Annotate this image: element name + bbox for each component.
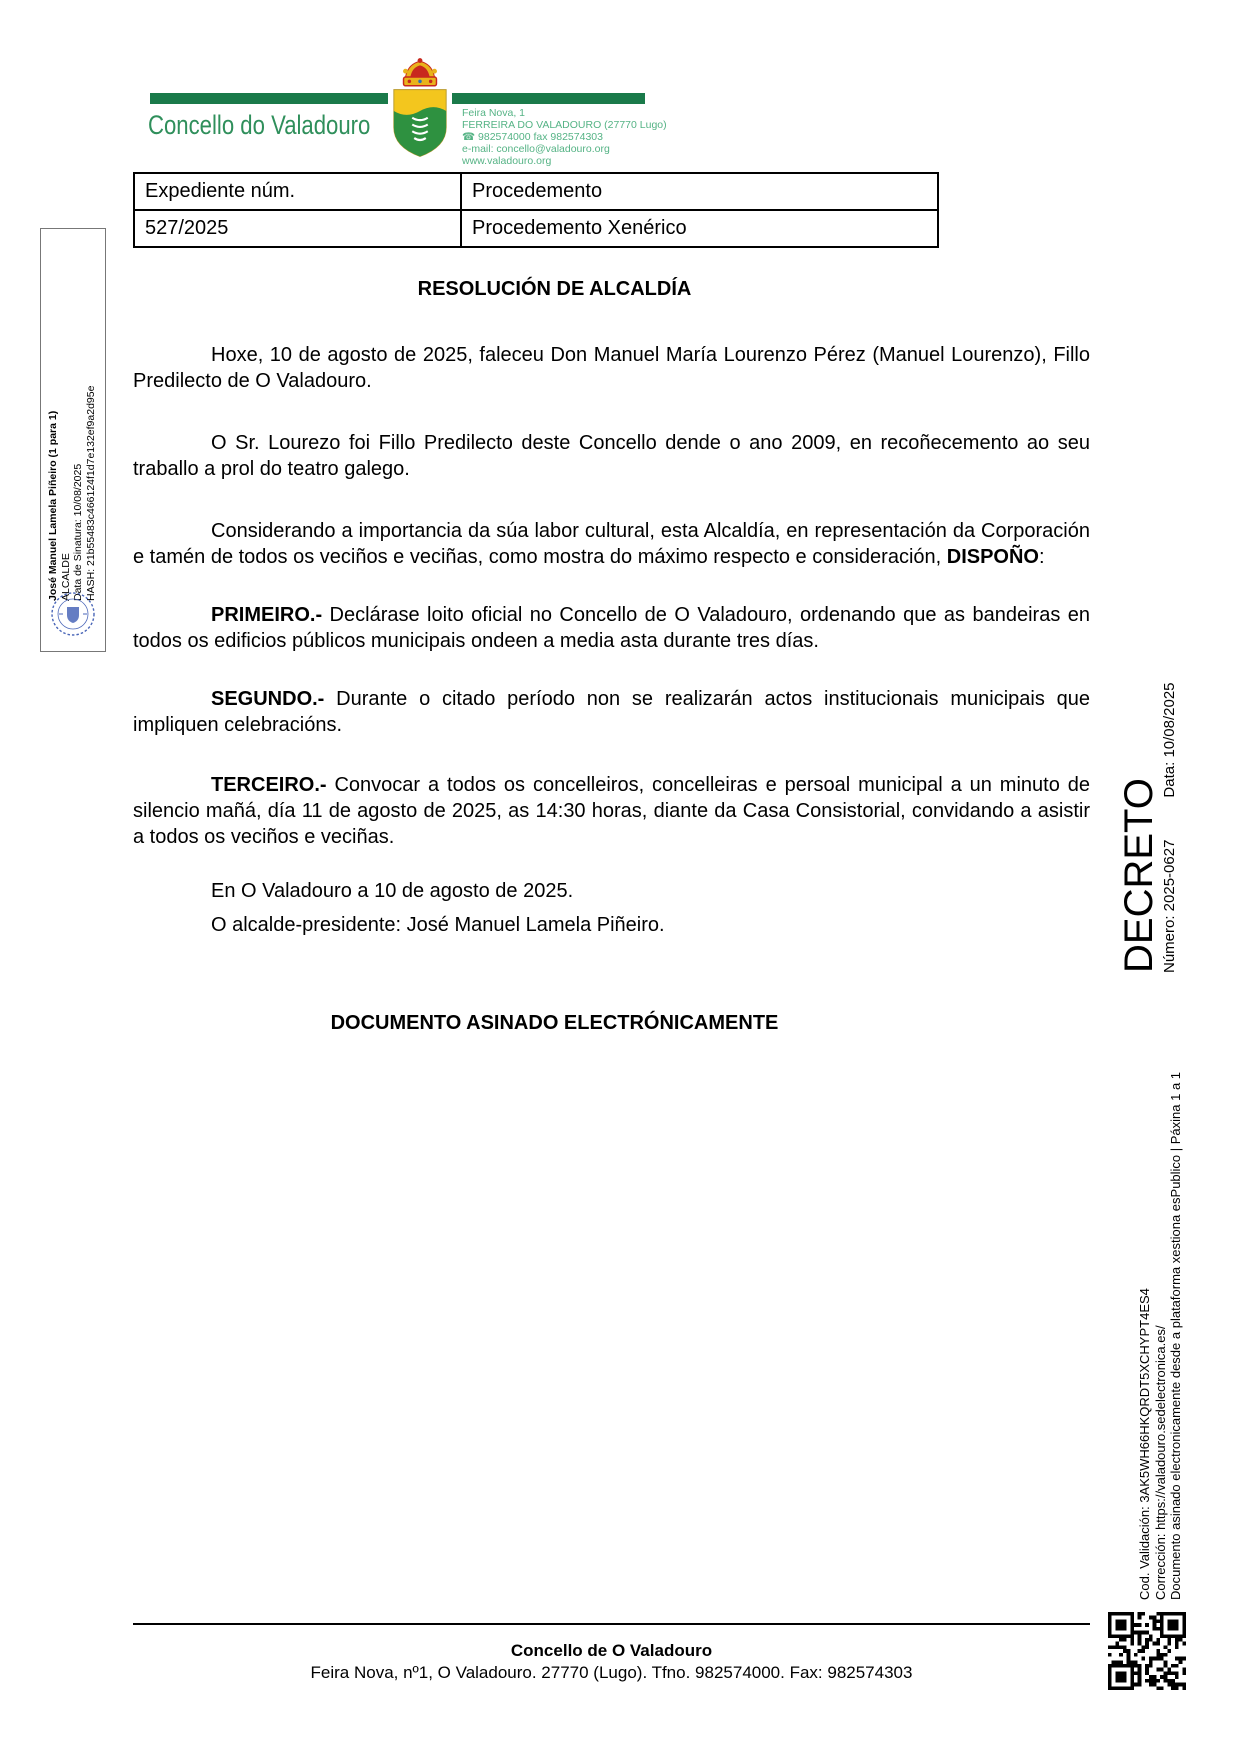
paragraph-background: O Sr. Lourezo foi Fillo Predilecto deste Concello dende o ano 2009, en recoñecemento ao seu traballo a prol do teatro galego.: [133, 432, 1090, 480]
signature-hash: HASH: 21b55483c466124f1d7e132ef9a2d95e: [84, 385, 97, 601]
footer: [133, 1640, 1090, 1684]
expediente-table: [133, 172, 939, 248]
paragraph-mayor: O alcalde-presidente: José Manuel Lamela Piñeiro.: [211, 914, 665, 936]
table-header-row: [134, 173, 938, 210]
decree-date: Data: 10/08/2025: [1161, 682, 1178, 798]
municipality-logo-text: Concello do Valadouro: [148, 110, 371, 140]
contact-city: FERREIRA DO VALADOURO (27770 Lugo): [462, 119, 667, 131]
coat-of-arms-icon: [389, 56, 451, 162]
contact-phone-line: [462, 131, 667, 143]
procedemento-value-cell: Procedemento Xenérico: [461, 210, 938, 247]
document-body: [133, 268, 1090, 1036]
paragraph-terceiro: TERCEIRO.- Convocar a todos os concelleiros, concelleiras e persoal municipal a un minuto de silencio mañá, día 11 de agosto de 2025, as 14:30 horas, diante da Casa Consistorial, convidando a asistir a todos os veciños e veciñas.: [133, 774, 1090, 848]
procedemento-header-cell: Procedemento: [461, 173, 938, 210]
contact-phone: 982574000 fax 982574303: [478, 131, 603, 143]
contact-email: e-mail: concello@valadouro.org: [462, 143, 610, 155]
decree-margin-block: [1118, 641, 1182, 973]
qr-code: [1108, 1612, 1186, 1690]
header-contact-block: [462, 107, 667, 167]
dispono-keyword: DISPOÑO: [946, 546, 1039, 568]
table-value-row: [134, 210, 938, 247]
decree-details: [1162, 641, 1178, 973]
resolution-title: RESOLUCIÓN DE ALCALDÍA: [417, 278, 692, 300]
validation-margin-block: [1137, 980, 1185, 1600]
expediente-value-cell: 527/2025: [134, 210, 461, 247]
footer-divider: [133, 1623, 1090, 1625]
paragraph-place-date: En O Valadouro a 10 de agosto de 2025.: [211, 880, 574, 902]
footer-address: Feira Nova, nº1, O Valadouro. 27770 (Lugo). Tfno. 982574000. Fax: 982574303: [310, 1663, 913, 1682]
validation-url: Corrección: https://valadouro.sedelectronica.es/: [1152, 1325, 1168, 1600]
contact-street: Feira Nova, 1: [462, 107, 526, 119]
signature-info: [47, 341, 99, 601]
paragraph-primeiro: PRIMEIRO.- Declárase loito oficial no Concello de O Valadouro, ordenando que as bandeiras en todos os edificios públicos municipais ondeen a media asta durante tres días.: [133, 604, 1090, 652]
phone-icon: ☎: [462, 131, 476, 143]
expediente-header-cell: Expediente núm.: [134, 173, 461, 210]
header-bar-right: [452, 93, 645, 104]
validation-code: Cod. Validación: 3AK5WH66HKQRDT5XCHYPT4ES4: [1137, 1288, 1152, 1600]
decree-number: Número: 2025-0627: [1161, 839, 1178, 973]
footer-municipality-name: Concello de O Valadouro: [510, 1641, 713, 1660]
paragraph-intro: Hoxe, 10 de agosto de 2025, faleceu Don Manuel María Lourenzo Pérez (Manuel Lourenzo), Fillo Predilecto de O Valadouro.: [133, 344, 1090, 392]
paragraph-segundo: SEGUNDO.- Durante o citado período non se realizarán actos institucionais municipais que impliquen celebracións.: [133, 688, 1090, 736]
signature-date: Data de Sinatura: 10/08/2025: [72, 463, 84, 601]
decree-label: DECRETO: [1117, 778, 1161, 973]
segundo-lead: SEGUNDO.-: [211, 688, 325, 710]
terceiro-lead: TERCEIRO.-: [211, 774, 327, 796]
paragraph-considerando: Considerando a importancia da súa labor cultural, esta Alcaldía, en representación da Corporación e tamén de todos os veciños e veciñas, como mostra do máximo respecto e consideración, DISPOÑO:: [133, 520, 1090, 568]
signer-name: José Manuel Lamela Piñeiro (1 para 1): [47, 410, 59, 601]
primeiro-lead: PRIMEIRO.-: [211, 604, 323, 626]
signer-role: ALCALDE: [59, 553, 72, 601]
official-seal-icon: [50, 591, 96, 637]
header-bar-left: [150, 93, 388, 104]
validation-platform: Documento asinado electronicamente desde a plataforma xestiona esPublico | Páxina 1 a 1: [1168, 1071, 1183, 1600]
contact-website: www.valadouro.org: [462, 155, 552, 167]
signed-electronically-heading: DOCUMENTO ASINADO ELECTRÓNICAMENTE: [330, 1012, 779, 1034]
